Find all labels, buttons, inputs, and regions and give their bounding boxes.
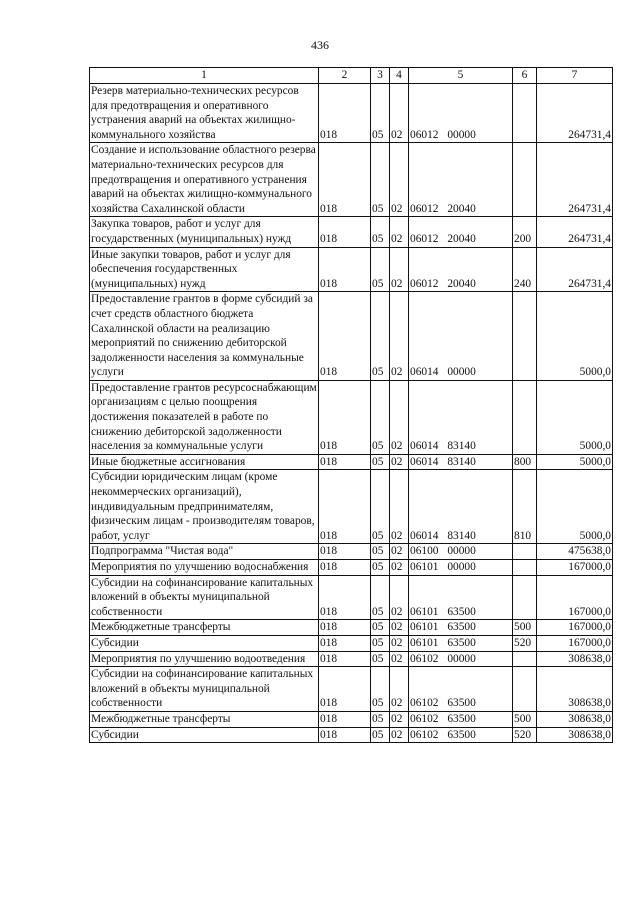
row-pr: 02 [390, 247, 409, 292]
row-csr: 06101 00000 [409, 560, 513, 576]
col-header-csr: 5 [409, 68, 513, 84]
row-vr: 520 [513, 727, 537, 743]
row-name: Иные закупки товаров, работ и услуг для обеспечения государственных (муниципальных) нужд [90, 247, 319, 292]
row-grbs: 018 [319, 143, 371, 217]
row-sum: 264731,4 [537, 84, 613, 143]
row-grbs: 018 [319, 651, 371, 667]
row-grbs: 018 [319, 544, 371, 560]
row-csr: 06102 63500 [409, 667, 513, 712]
row-sum: 308638,0 [537, 711, 613, 727]
row-csr: 06014 83140 [409, 380, 513, 454]
row-sum: 308638,0 [537, 651, 613, 667]
row-pr: 02 [390, 143, 409, 217]
row-grbs: 018 [319, 247, 371, 292]
row-sum: 308638,0 [537, 667, 613, 712]
row-vr [513, 544, 537, 560]
row-csr: 06012 00000 [409, 84, 513, 143]
row-name: Иные бюджетные ассигнования [90, 454, 319, 470]
row-name: Мероприятия по улучшению водоснабжения [90, 560, 319, 576]
row-vr: 800 [513, 454, 537, 470]
row-csr: 06100 00000 [409, 544, 513, 560]
row-grbs: 018 [319, 635, 371, 651]
row-sum: 5000,0 [537, 380, 613, 454]
row-name: Предоставление грантов в форме субсидий за счет средств областного бюджета Сахалинской области на реализацию мероприятий по снижению дебиторской задолженности населения за коммунальные услуги [90, 292, 319, 381]
row-pr: 02 [390, 651, 409, 667]
col-header-sum: 7 [537, 68, 613, 84]
row-pr: 02 [390, 635, 409, 651]
row-vr [513, 667, 537, 712]
budget-table [89, 67, 613, 743]
row-vr [513, 651, 537, 667]
col-header-vr: 6 [513, 68, 537, 84]
row-name: Субсидии на софинансирование капитальных вложений в объекты муниципальной собственности [90, 667, 319, 712]
row-sum: 475638,0 [537, 544, 613, 560]
row-csr: 06101 63500 [409, 575, 513, 620]
row-sum: 167000,0 [537, 575, 613, 620]
col-header-pr: 4 [390, 68, 409, 84]
table-row [90, 84, 613, 143]
row-name: Субсидии юридическим лицам (кроме некоммерческих организаций), индивидуальным предпринимателям, физическим лицам - производителям товаров, работ, услуг [90, 470, 319, 544]
row-vr: 240 [513, 247, 537, 292]
row-csr: 06101 63500 [409, 635, 513, 651]
row-pr: 02 [390, 575, 409, 620]
row-rz: 05 [371, 667, 390, 712]
row-sum: 167000,0 [537, 620, 613, 636]
row-grbs: 018 [319, 727, 371, 743]
table-body [90, 84, 613, 743]
row-pr: 02 [390, 84, 409, 143]
row-sum: 167000,0 [537, 635, 613, 651]
row-name: Субсидии [90, 727, 319, 743]
row-rz: 05 [371, 454, 390, 470]
row-vr [513, 575, 537, 620]
row-rz: 05 [371, 143, 390, 217]
col-header-name: 1 [90, 68, 319, 84]
row-grbs: 018 [319, 380, 371, 454]
row-sum: 264731,4 [537, 143, 613, 217]
row-name: Резерв материально-технических ресурсов для предотвращения и оперативного устранения аварий на объектах жилищно-коммунального хозяйства [90, 84, 319, 143]
row-sum: 308638,0 [537, 727, 613, 743]
row-vr: 810 [513, 470, 537, 544]
row-pr: 02 [390, 454, 409, 470]
table-row [90, 470, 613, 544]
row-pr: 02 [390, 217, 409, 247]
row-pr: 02 [390, 711, 409, 727]
page-number: 436 [311, 38, 329, 52]
row-rz: 05 [371, 711, 390, 727]
row-name: Закупка товаров, работ и услуг для государственных (муниципальных) нужд [90, 217, 319, 247]
row-rz: 05 [371, 544, 390, 560]
col-header-rz: 3 [371, 68, 390, 84]
table-row [90, 667, 613, 712]
row-grbs: 018 [319, 620, 371, 636]
row-pr: 02 [390, 292, 409, 381]
row-rz: 05 [371, 292, 390, 381]
row-csr: 06014 83140 [409, 454, 513, 470]
row-name: Межбюджетные трансферты [90, 711, 319, 727]
row-rz: 05 [371, 575, 390, 620]
table-row [90, 711, 613, 727]
row-rz: 05 [371, 620, 390, 636]
row-name: Мероприятия по улучшению водоотведения [90, 651, 319, 667]
row-grbs: 018 [319, 470, 371, 544]
row-grbs: 018 [319, 217, 371, 247]
table-row [90, 620, 613, 636]
row-name: Межбюджетные трансферты [90, 620, 319, 636]
table-row [90, 727, 613, 743]
row-csr: 06014 83140 [409, 470, 513, 544]
table-row [90, 651, 613, 667]
table-row [90, 575, 613, 620]
table-row [90, 247, 613, 292]
row-vr: 500 [513, 620, 537, 636]
row-vr: 200 [513, 217, 537, 247]
row-csr: 06102 63500 [409, 711, 513, 727]
row-sum: 5000,0 [537, 454, 613, 470]
table-row [90, 544, 613, 560]
row-rz: 05 [371, 247, 390, 292]
col-header-grbs: 2 [319, 68, 371, 84]
row-vr [513, 380, 537, 454]
row-vr [513, 560, 537, 576]
table-row [90, 217, 613, 247]
table-row [90, 380, 613, 454]
row-grbs: 018 [319, 454, 371, 470]
row-name: Создание и использование областного резерва материально-технических ресурсов для предотвращения и оперативного устранения аварий на объектах жилищно-коммунального хозяйства Сахалинской области [90, 143, 319, 217]
row-rz: 05 [371, 651, 390, 667]
row-grbs: 018 [319, 292, 371, 381]
row-csr: 06014 00000 [409, 292, 513, 381]
row-rz: 05 [371, 217, 390, 247]
row-csr: 06102 00000 [409, 651, 513, 667]
row-pr: 02 [390, 620, 409, 636]
row-name: Субсидии на софинансирование капитальных вложений в объекты муниципальной собственности [90, 575, 319, 620]
row-sum: 5000,0 [537, 470, 613, 544]
row-csr: 06101 63500 [409, 620, 513, 636]
row-rz: 05 [371, 470, 390, 544]
row-sum: 5000,0 [537, 292, 613, 381]
row-grbs: 018 [319, 560, 371, 576]
row-grbs: 018 [319, 711, 371, 727]
row-rz: 05 [371, 635, 390, 651]
row-grbs: 018 [319, 575, 371, 620]
row-sum: 264731,4 [537, 247, 613, 292]
row-vr [513, 84, 537, 143]
row-csr: 06012 20040 [409, 247, 513, 292]
table-row [90, 292, 613, 381]
row-pr: 02 [390, 560, 409, 576]
table-row [90, 454, 613, 470]
row-csr: 06012 20040 [409, 143, 513, 217]
row-vr: 500 [513, 711, 537, 727]
row-sum: 264731,4 [537, 217, 613, 247]
table-row [90, 143, 613, 217]
table-row [90, 560, 613, 576]
row-csr: 06102 63500 [409, 727, 513, 743]
row-pr: 02 [390, 667, 409, 712]
row-vr [513, 143, 537, 217]
row-rz: 05 [371, 84, 390, 143]
row-vr [513, 292, 537, 381]
row-rz: 05 [371, 727, 390, 743]
row-pr: 02 [390, 380, 409, 454]
header-row [90, 68, 613, 84]
row-grbs: 018 [319, 667, 371, 712]
row-pr: 02 [390, 727, 409, 743]
table-row [90, 635, 613, 651]
row-sum: 167000,0 [537, 560, 613, 576]
row-pr: 02 [390, 544, 409, 560]
row-rz: 05 [371, 560, 390, 576]
row-pr: 02 [390, 470, 409, 544]
row-name: Субсидии [90, 635, 319, 651]
row-csr: 06012 20040 [409, 217, 513, 247]
row-name: Подпрограмма "Чистая вода" [90, 544, 319, 560]
row-grbs: 018 [319, 84, 371, 143]
row-vr: 520 [513, 635, 537, 651]
row-name: Предоставление грантов ресурсоснабжающим организациям с целью поощрения достижения показателей в работе по снижению дебиторской задолженности населения за коммунальные услуги [90, 380, 319, 454]
row-rz: 05 [371, 380, 390, 454]
